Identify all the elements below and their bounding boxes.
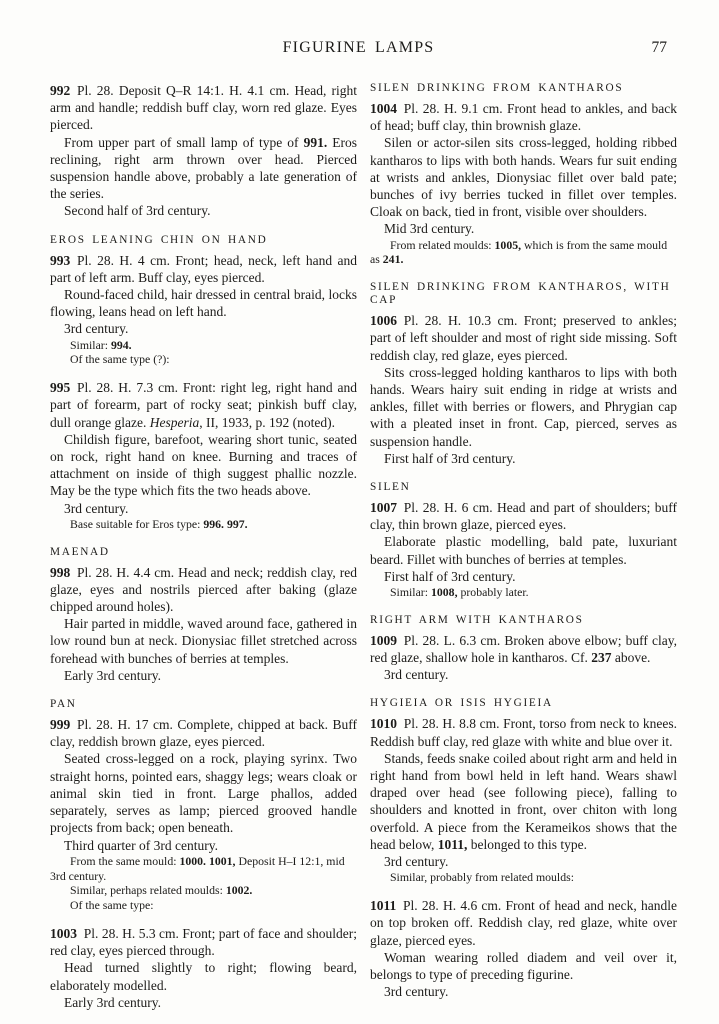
entry-1011 [370,897,677,1000]
text-segment: 3rd century. [384,667,449,683]
entry-date [50,994,357,1011]
text-segment: Pl. 28. H. 7.3 cm. Front: right leg, right hand and part of forearm, part of rocky seat; pinkish buff clay, dull orange glaze. [50,380,357,430]
catalog-number: 237 [591,650,612,666]
entry-description [50,134,357,203]
entry-description [50,750,357,836]
entry-date [370,983,677,1000]
catalog-number: 993 [50,252,71,268]
text-segment: Mid 3rd century. [384,221,475,237]
entry-date [370,568,677,585]
catalog-number: 241. [382,252,404,267]
entry-date [50,667,357,684]
text-segment: Similar, perhaps related moulds: [70,883,226,898]
text-segment: Pl. 28. L. 6.3 cm. Broken above elbow; buff clay, red glaze, shallow hole in kantharos. Cf. [370,632,677,666]
text-segment: Early 3rd century. [64,994,161,1010]
text-segment: Similar: [70,337,111,352]
section-heading-eros-leaning-chin-on-hand: EROS LEANING CHIN ON HAND [50,233,268,246]
entry-note [50,854,357,884]
text-segment: First half of 3rd century. [384,450,516,466]
text-segment: From the same mould: [70,853,180,868]
text-segment: Pl. 28. Deposit Q–R 14:1. H. 4.1 cm. Head, right arm and handle; reddish buff clay, worn red glaze. Eyes pierced. [50,83,357,133]
text-segment: Elaborate plastic modelling, bald pate, luxuriant beard. Fillet with bunches of berries at temples. [370,534,677,567]
entry-995 [50,379,357,531]
entry-description [50,615,357,667]
entry-first-line [370,100,677,134]
entry-first-line [370,897,677,949]
text-segment: Childish figure, barefoot, wearing short tunic, seated on rock, right hand on knee. Burning and traces of attachment on inside of thigh suggest phallic nozzle. May be the type which fits the two heads above. [50,431,357,499]
entry-first-line [50,925,357,959]
text-segment: Base suitable for Eros type: [70,516,204,531]
catalog-number: 1009 [370,632,397,648]
entry-note [370,870,677,885]
text-segment: probably later. [457,585,529,600]
entry-first-line [50,252,357,286]
text-segment: , II, 1933, p. 192 (noted). [199,414,335,430]
entry-note [50,883,357,898]
entry-998 [50,564,357,684]
text-segment: From upper part of small lamp of type of [64,134,304,150]
page-title: FIGURINE LAMPS [282,39,435,56]
text-segment: 3rd century. [384,984,449,1000]
catalog-number: 1008, [430,585,458,600]
entry-date [50,500,357,517]
page-number: 77 [651,39,667,56]
entry-993 [50,252,357,368]
entry-date [370,450,677,467]
text-segment: Pl. 28. H. 8.8 cm. Front, torso from neck to knees. Reddish buff clay, red glaze with white and blue over it. [370,716,677,749]
catalog-number: 1000. 1001, [179,853,236,868]
catalog-number: 1003 [50,925,77,941]
catalog-number: 994. [110,337,132,352]
entry-1004 [370,100,677,267]
text-segment: Similar, probably from related moulds: [390,870,574,885]
entry-first-line [50,379,357,431]
section-heading-right-arm-with-kantharos: RIGHT ARM WITH KANTHAROS [370,613,584,626]
catalog-number: 1005, [494,237,522,252]
entry-date [50,202,357,219]
catalog-number: 1006 [370,313,397,329]
text-segment: Head turned slightly to right; flowing beard, elaborately modelled. [50,960,357,993]
text-segment: Pl. 28. H. 4 cm. Front; head, neck, left hand and part of left arm. Buff clay, eyes pierced. [50,252,357,285]
catalog-number: 999 [50,717,71,733]
text-segment: 3rd century. [64,321,129,337]
section-heading-hygieia-or-isis-hygieia: HYGIEIA OR ISIS HYGIEIA [370,697,553,710]
entry-date [370,666,677,683]
text-segment: Silen or actor-silen sits cross-legged, holding ribbed kantharos to lips with both hands. Wears fur suit ending at wrists and ankles, Dionysiac fillet over bald pate; bunches of ivy berries tucked in fillet over temples. Cloak on back, tied in front, visible over shoulders. [370,135,677,220]
text-segment: Pl. 28. H. 17 cm. Complete, chipped at back. Buff clay, reddish brown glaze, eyes pierced. [50,717,357,750]
entry-description [50,431,357,500]
catalog-number: 1011 [370,898,397,914]
entry-note [50,898,357,913]
entry-first-line [50,564,357,616]
entry-date [50,837,357,854]
entry-first-line [50,716,357,750]
text-segment: 3rd century. [384,854,449,870]
column-right [370,82,677,1023]
text-segment: Second half of 3rd century. [64,203,211,219]
entry-description [50,959,357,993]
text-segment: above. [611,650,651,666]
entry-description [370,533,677,567]
text-segment: Pl. 28. H. 4.6 cm. Front of head and neck, handle on top broken off. Reddish clay, red glaze, white over glaze, pierced eyes. [370,898,677,948]
entry-description [370,949,677,983]
entry-description [370,750,677,853]
text-segment: Stands, feeds snake coiled about right arm and held in right hand from bowl held in left hand. Wears shawl draped over head (see following piece), falling to shoulders and knotted in front, over chiton with long overfold. A piece from the Kerameikos shows that the head below, [370,750,677,852]
section-heading-maenad: MAENAD [50,545,110,558]
italic-reference: Hesperia [149,414,200,430]
text-segment: Of the same type (?): [70,352,170,367]
catalog-number: 992 [50,83,71,98]
text-segment: Deposit H–I 12:1, mid 3rd century. [50,853,345,883]
text-segment: Round-faced child, hair dressed in central braid, locks flowing, leans head on left hand. [50,287,357,320]
entry-1009 [370,632,677,684]
catalog-number: 1011, [437,836,468,852]
text-segment: Woman wearing rolled diadem and veil over it, belongs to type of preceding figurine. [370,949,677,982]
entry-first-line [50,82,357,134]
catalog-number: 995 [50,380,71,396]
section-heading-silen-drinking-with-cap: SILEN DRINKING FROM KANTHAROS, WITH CAP [370,281,671,307]
section-heading-pan: PAN [50,698,77,711]
section-heading-silen: SILEN [370,481,411,494]
text-segment: Third quarter of 3rd century. [64,837,218,853]
entry-first-line [370,499,677,533]
entry-1010 [370,715,677,885]
text-segment: which is from the same mould as [370,237,668,267]
text-segment: First half of 3rd century. [384,568,516,584]
entry-date [50,320,357,337]
text-segment: Pl. 28. H. 5.3 cm. Front; part of face and shoulder; red clay, eyes pierced through. [50,925,357,959]
section-heading-silen-drinking-from-kantharos: SILEN DRINKING FROM KANTHAROS [370,82,624,94]
entry-note [370,585,677,600]
text-segment: Seated cross-legged on a rock, playing syrinx. Two straight horns, pointed ears, shaggy legs; wears cloak or animal skin tied in front. Large phallos, added separately, serves as lamp; pierced grooved handle projects from back; open beneath. [50,751,357,836]
catalog-number: 1004 [370,101,397,116]
text-segment: belonged to this type. [467,836,587,852]
catalog-number: 991. [303,134,328,150]
text-segment: 3rd century. [64,500,129,516]
column-left [50,82,357,1023]
entry-date [370,220,677,237]
entry-first-line [370,632,677,666]
entry-note [370,238,677,268]
entry-note [50,517,357,532]
text-segment: Eros reclining, right arm thrown over head. Pierced suspension handle above, probably a late generation of the series. [50,134,358,202]
entry-1003 [50,925,357,1011]
text-segment: Pl. 28. H. 4.4 cm. Head and neck; reddish clay, red glaze, eyes and nostrils pierced after baking (glaze chipped around holes). [50,564,357,615]
entry-date [370,853,677,870]
entry-note [50,338,357,353]
entry-description [370,364,677,450]
entry-first-line [370,312,677,364]
text-segment: Hair parted in middle, waved around face, gathered in low round bun at neck. Dionysiac fillet stretched across forehead with bunches of berries at temples. [50,616,357,666]
text-segment: Of the same type: [70,898,154,913]
catalog-number: 998 [50,564,71,580]
text-segment: Pl. 28. H. 6 cm. Head and part of shoulders; buff clay, thin brown glaze, pierced eyes. [370,500,677,533]
text-segment: Early 3rd century. [64,667,161,683]
text-segment: Sits cross-legged holding kantharos to lips with both hands. Wears hairy suit ending in ridge at wrists and ankles, fillet with berries or flowers, and Phrygian cap with a pleated inset in front. Cap, pierced, serves as suspension handle. [370,364,677,449]
catalog-number: 1007 [370,500,397,516]
text-segment: From related moulds: [390,237,495,252]
entry-1006 [370,312,677,467]
entry-1007 [370,499,677,600]
entry-992 [50,82,357,220]
entry-first-line [370,715,677,749]
catalog-number: 996. 997. [203,516,248,531]
text-segment: Pl. 28. H. 10.3 cm. Front; preserved to ankles; part of left shoulder and most of right side missing. Soft reddish clay, red glaze, eyes pierced. [370,313,677,363]
text-segment: Pl. 28. H. 9.1 cm. Front head to ankles, and back of head; buff clay, thin brownish glaze. [370,101,677,134]
text-segment: Similar: [390,585,431,600]
entry-description [370,134,677,220]
text-columns [50,82,677,1023]
entry-description [50,286,357,320]
entry-note [50,352,357,367]
entry-999 [50,716,357,913]
catalog-number: 1002. [225,883,253,898]
catalog-number: 1010 [370,716,397,732]
running-head [50,39,667,59]
